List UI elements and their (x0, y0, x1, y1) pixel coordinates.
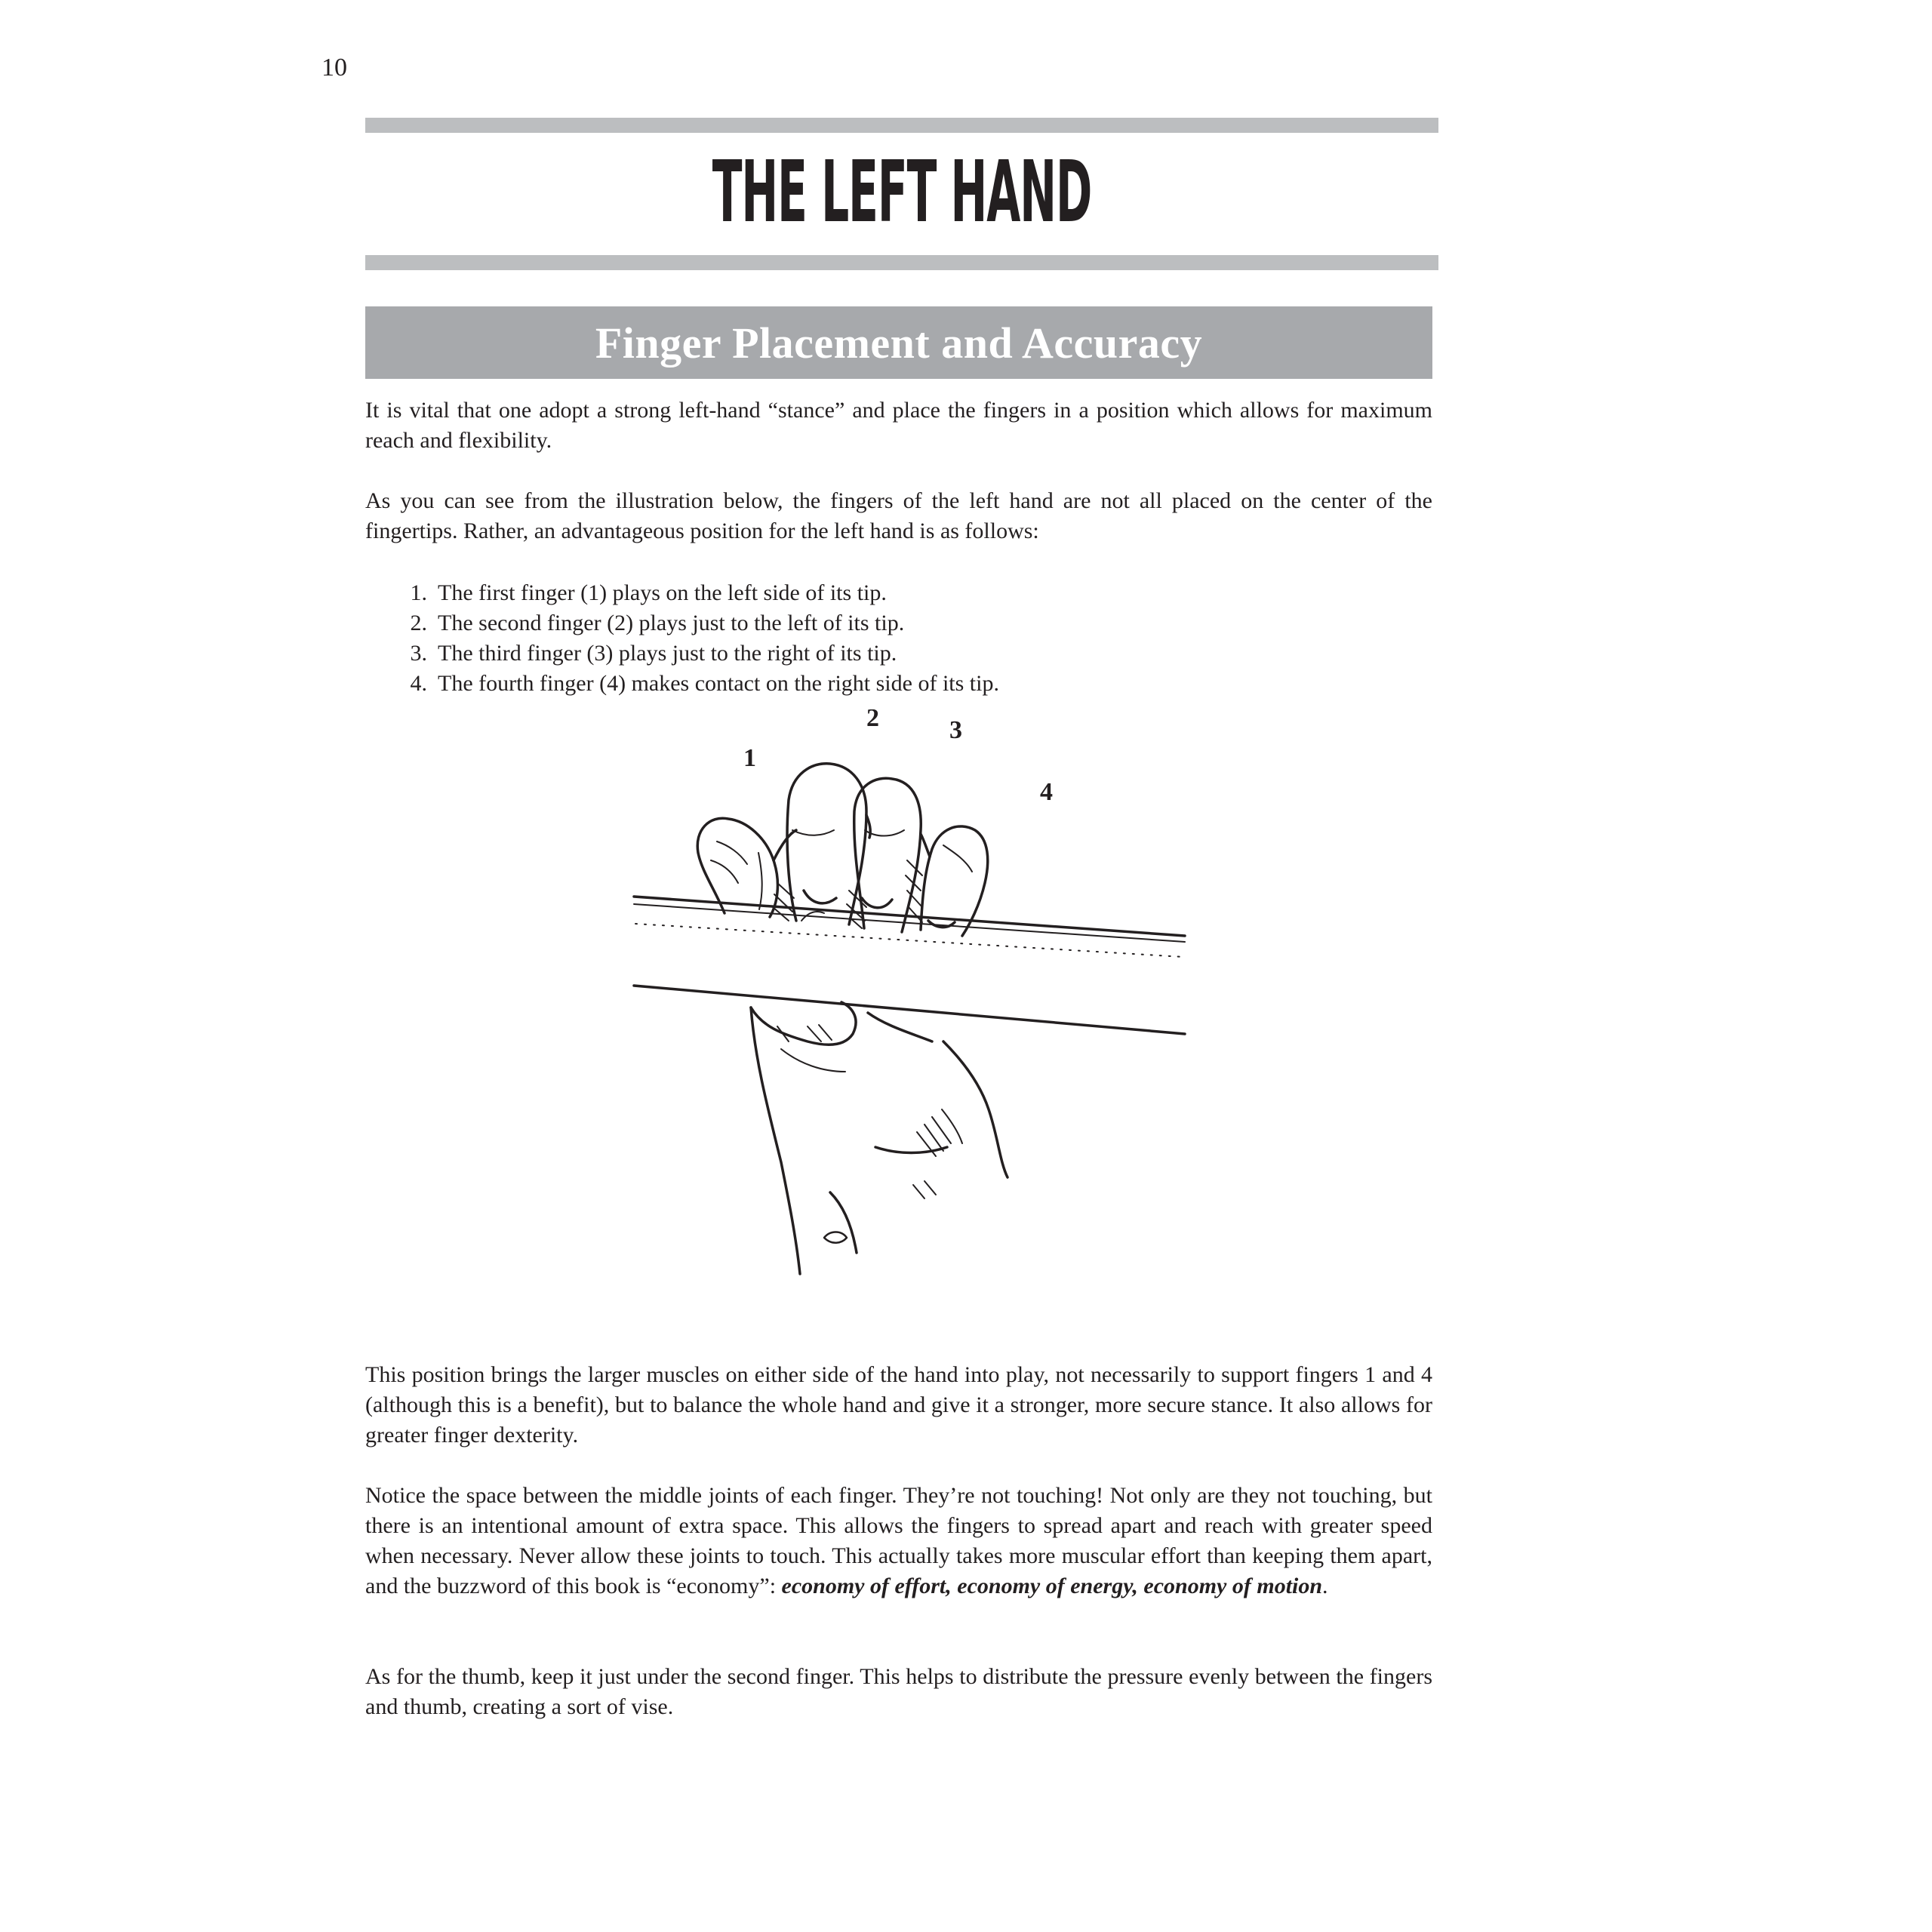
chapter-rule-top (365, 118, 1438, 133)
fingerboard-bottom-edge (634, 986, 1185, 1034)
list-item-number: 3. (410, 641, 427, 666)
paragraph-thumb: As for the thumb, keep it just under the second finger. This helps to distribute the pressure evenly between the fingers and thumb, creating a sort of vise. (365, 1664, 1432, 1719)
list-item (365, 608, 1432, 638)
list-item (365, 669, 1432, 699)
section-heading-band (365, 306, 1432, 379)
chapter-title: THE LEFT HAND (712, 143, 1092, 242)
list-item (365, 638, 1432, 669)
paragraph-intro: It is vital that one adopt a strong left-hand “stance” and place the fingers in a position which allows for maximum reach and flexibility. (365, 398, 1432, 453)
list-item-text: The third finger (3) plays just to the right of its tip. (438, 641, 897, 666)
hand-on-fingerboard-drawing (626, 709, 1200, 1298)
wrist-fold (875, 1147, 947, 1153)
list-item-number: 1. (410, 580, 427, 605)
paragraph-muscles: This position brings the larger muscles on either side of the hand into play, not necessarily to support fingers 1 and 4 (although this is a benefit), but to balance the whole hand and give it a stronger, more secure stance. It also allows for greater finger dexterity. (365, 1362, 1432, 1447)
paragraph-joints-end: . (1322, 1574, 1328, 1598)
list-item-text: The first finger (1) plays on the left side of its tip. (438, 580, 887, 605)
list-item-number: 4. (410, 671, 427, 696)
finger-label-2: 2 (866, 709, 879, 732)
section-title: Finger Placement and Accuracy (595, 318, 1203, 368)
paragraph-joints (365, 1481, 1432, 1601)
list-item (365, 578, 1432, 608)
finger-position-list (365, 578, 1432, 699)
economy-emphasis: economy of effort, economy of energy, economy of motion (781, 1574, 1323, 1598)
paragraph-joints-text: Notice the space between the middle joints of each finger. They’re not touching! Not only are they not touching, but there is an intentional amount of extra space. This allows the fingers to spread apart and reach with greater speed when necessary. Never allow these joints to touch. This actually takes more muscular effort than keeping them apart, and the buzzword of this book is “economy”: (365, 1483, 1432, 1598)
finger-label-4: 4 (1040, 778, 1053, 806)
finger-label-3: 3 (949, 716, 962, 744)
list-item-text: The fourth finger (4) makes contact on the right side of its tip. (438, 671, 999, 696)
list-item-number: 2. (410, 611, 427, 635)
chapter-rule-bottom (365, 255, 1438, 270)
wrist-crease (830, 1192, 857, 1253)
list-item-text: The second finger (2) plays just to the left of its tip. (438, 611, 905, 635)
left-hand-illustration (626, 709, 1200, 1298)
page-number: 10 (321, 54, 347, 82)
finger-label-1: 1 (743, 744, 756, 772)
thumb-outline (751, 1002, 856, 1044)
paragraph-illustration-intro: As you can see from the illustration below, the fingers of the left hand are not all placed on the center of the fingertips. Rather, an advantageous position for the left hand is as follows: (365, 488, 1432, 543)
